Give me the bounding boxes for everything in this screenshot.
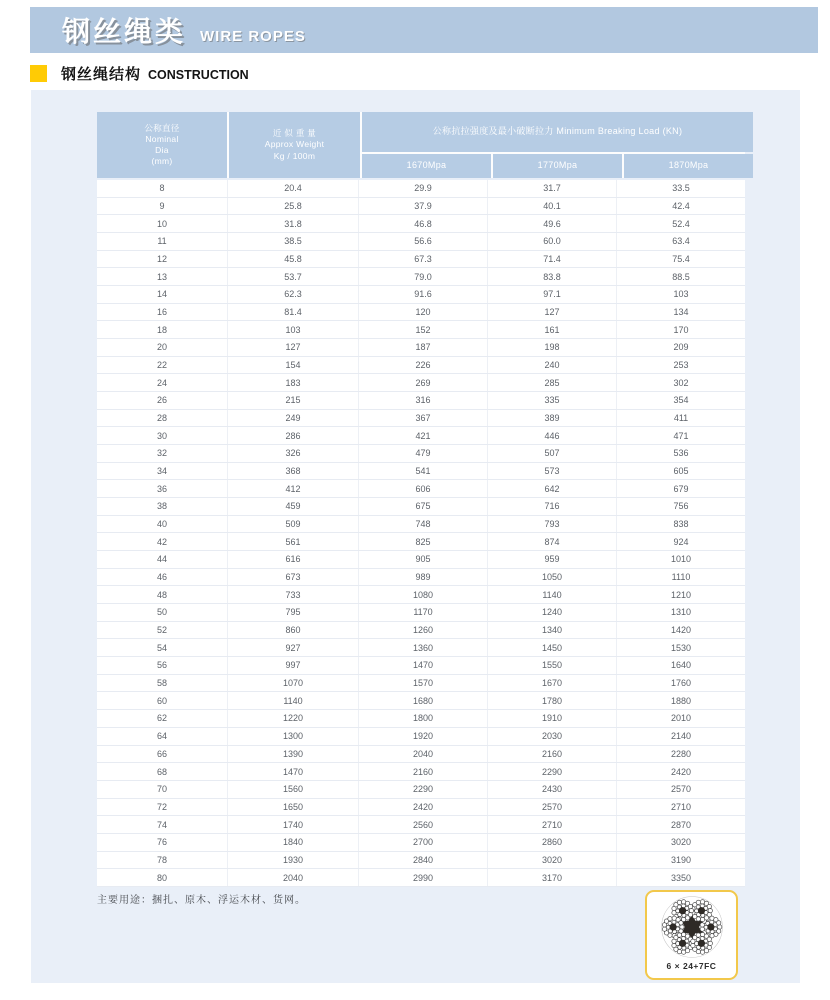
table-cell: 838 (616, 516, 745, 533)
table-cell: 2040 (358, 746, 487, 763)
header-grade-1670: 1670Mpa (362, 154, 491, 178)
table-cell: 63.4 (616, 233, 745, 250)
table-row (97, 551, 745, 569)
table-cell: 2040 (227, 869, 358, 886)
table-cell: 354 (616, 392, 745, 409)
table-cell: 412 (227, 480, 358, 497)
table-cell: 74 (156, 819, 167, 830)
header-approx-weight (229, 112, 360, 178)
table-cell: 2840 (358, 852, 487, 869)
table-cell: 80 (156, 872, 167, 883)
header-grade-1870: 1870Mpa (624, 154, 753, 178)
table-cell: 616 (227, 551, 358, 568)
section-title-en: CONSTRUCTION (148, 67, 249, 82)
table-row (97, 357, 745, 375)
header-line: Kg / 100m (273, 150, 316, 161)
table-cell: 56.6 (358, 233, 487, 250)
table-row (97, 463, 745, 481)
table-body (97, 180, 745, 887)
table-cell: 97.1 (487, 286, 616, 303)
table-cell: 509 (227, 516, 358, 533)
table-cell: 14 (156, 289, 167, 300)
table-cell: 675 (358, 498, 487, 515)
table-cell: 42 (156, 536, 167, 547)
table-row (97, 410, 745, 428)
table-cell: 269 (358, 374, 487, 391)
table-row (97, 622, 745, 640)
table-cell: 2570 (616, 781, 745, 798)
table-cell: 16 (156, 307, 167, 318)
table-cell: 825 (358, 533, 487, 550)
rope-cross-section-icon (660, 895, 724, 959)
table-row (97, 516, 745, 534)
table-cell: 1920 (358, 728, 487, 745)
table-cell: 134 (616, 304, 745, 321)
table-cell: 49.6 (487, 215, 616, 232)
table-cell: 989 (358, 569, 487, 586)
table-cell: 2010 (616, 710, 745, 727)
spec-table (97, 112, 745, 887)
table-cell: 36 (156, 483, 167, 494)
table-cell: 1010 (616, 551, 745, 568)
table-cell: 2870 (616, 816, 745, 833)
table-cell: 48 (156, 589, 167, 600)
table-row (97, 639, 745, 657)
table-cell: 1260 (358, 622, 487, 639)
table-cell: 226 (358, 357, 487, 374)
table-row (97, 763, 745, 781)
table-row (97, 251, 745, 269)
table-cell: 1340 (487, 622, 616, 639)
table-cell: 11 (157, 236, 167, 247)
table-cell: 88.5 (616, 268, 745, 285)
table-cell: 2430 (487, 781, 616, 798)
table-cell: 874 (487, 533, 616, 550)
table-row (97, 339, 745, 357)
table-cell: 91.6 (358, 286, 487, 303)
table-cell: 71.4 (487, 251, 616, 268)
table-cell: 2420 (358, 799, 487, 816)
table-cell: 3020 (616, 834, 745, 851)
table-cell: 860 (227, 622, 358, 639)
table-cell: 30 (156, 430, 167, 441)
table-cell: 1910 (487, 710, 616, 727)
table-cell: 38.5 (227, 233, 358, 250)
table-cell: 75.4 (616, 251, 745, 268)
table-cell: 187 (358, 339, 487, 356)
table-cell: 2700 (358, 834, 487, 851)
table-cell: 72 (156, 801, 167, 812)
table-cell: 507 (487, 445, 616, 462)
table-cell: 1300 (227, 728, 358, 745)
table-cell: 1210 (616, 586, 745, 603)
header-line: 近 似 重 量 (272, 128, 317, 139)
table-cell: 642 (487, 480, 616, 497)
table-cell: 2030 (487, 728, 616, 745)
table-cell: 38 (156, 501, 167, 512)
table-cell: 2560 (358, 816, 487, 833)
table-cell: 1560 (227, 781, 358, 798)
table-row (97, 816, 745, 834)
header-line: Approx Weight (264, 139, 325, 150)
table-cell: 20 (156, 342, 167, 353)
table-cell: 905 (358, 551, 487, 568)
header-grade-1770: 1770Mpa (493, 154, 622, 178)
table-cell: 1140 (227, 692, 358, 709)
table-cell: 679 (616, 480, 745, 497)
table-cell: 459 (227, 498, 358, 515)
table-cell: 76 (156, 837, 167, 848)
header-nominal-dia (97, 112, 227, 178)
table-cell: 20.4 (227, 180, 358, 197)
table-cell: 52.4 (616, 215, 745, 232)
table-cell: 285 (487, 374, 616, 391)
table-cell: 3020 (487, 852, 616, 869)
table-row (97, 304, 745, 322)
table-cell: 673 (227, 569, 358, 586)
table-row (97, 233, 745, 251)
table-cell: 605 (616, 463, 745, 480)
table-cell: 1080 (358, 586, 487, 603)
table-row (97, 498, 745, 516)
table-cell: 756 (616, 498, 745, 515)
header-line: Nominal (145, 133, 179, 144)
table-cell: 37.9 (358, 198, 487, 215)
table-cell: 9 (159, 201, 165, 211)
table-cell: 60.0 (487, 233, 616, 250)
table-cell: 198 (487, 339, 616, 356)
table-cell: 748 (358, 516, 487, 533)
table-row (97, 480, 745, 498)
table-cell: 2160 (487, 746, 616, 763)
table-cell: 795 (227, 604, 358, 621)
table-cell: 1220 (227, 710, 358, 727)
table-cell: 183 (227, 374, 358, 391)
table-cell: 1170 (358, 604, 487, 621)
page-banner (30, 7, 818, 53)
table-row (97, 675, 745, 693)
construction-badge (645, 890, 738, 980)
table-cell: 1360 (358, 639, 487, 656)
table-cell: 302 (616, 374, 745, 391)
table-cell: 10 (156, 218, 167, 229)
table-cell: 1640 (616, 657, 745, 674)
table-cell: 170 (616, 321, 745, 338)
table-row (97, 374, 745, 392)
table-cell: 44 (156, 554, 167, 565)
table-cell: 924 (616, 533, 745, 550)
table-cell: 2860 (487, 834, 616, 851)
table-cell: 2140 (616, 728, 745, 745)
table-cell: 161 (487, 321, 616, 338)
table-cell: 411 (616, 410, 745, 427)
table-row (97, 834, 745, 852)
table-cell: 3350 (616, 869, 745, 886)
table-cell: 1310 (616, 604, 745, 621)
table-cell: 60 (156, 695, 167, 706)
table-cell: 2290 (358, 781, 487, 798)
table-cell: 1240 (487, 604, 616, 621)
header-line: (mm) (151, 156, 173, 167)
table-row (97, 852, 745, 870)
table-cell: 2570 (487, 799, 616, 816)
table-cell: 42.4 (616, 198, 745, 215)
table-cell: 67.3 (358, 251, 487, 268)
yellow-bullet-icon (30, 65, 47, 82)
table-cell: 26 (156, 395, 167, 406)
table-cell: 127 (487, 304, 616, 321)
table-row (97, 427, 745, 445)
table-cell: 606 (358, 480, 487, 497)
table-cell: 31.8 (227, 215, 358, 232)
table-cell: 1550 (487, 657, 616, 674)
table-cell: 1800 (358, 710, 487, 727)
usage-note: 主要用途：捆扎、原木、浮运木材、货网。 (97, 895, 306, 906)
table-cell: 103 (616, 286, 745, 303)
table-cell: 471 (616, 427, 745, 444)
table-row (97, 746, 745, 764)
table-cell: 927 (227, 639, 358, 656)
table-cell: 1470 (358, 657, 487, 674)
table-cell: 1880 (616, 692, 745, 709)
table-cell: 446 (487, 427, 616, 444)
table-cell: 326 (227, 445, 358, 462)
table-row (97, 392, 745, 410)
table-cell: 28 (156, 413, 167, 424)
table-cell: 33.5 (616, 180, 745, 197)
table-cell: 45.8 (227, 251, 358, 268)
table-cell: 50 (156, 607, 167, 618)
table-cell: 2710 (616, 799, 745, 816)
table-cell: 959 (487, 551, 616, 568)
table-cell: 34 (156, 466, 167, 477)
header-line: 公称直径 (144, 122, 180, 133)
table-cell: 1780 (487, 692, 616, 709)
table-row (97, 781, 745, 799)
table-row (97, 799, 745, 817)
table-cell: 127 (227, 339, 358, 356)
table-cell: 716 (487, 498, 616, 515)
table-cell: 1670 (487, 675, 616, 692)
table-cell: 103 (227, 321, 358, 338)
table-cell: 62.3 (227, 286, 358, 303)
section-heading (30, 63, 249, 84)
table-cell: 479 (358, 445, 487, 462)
table-cell: 64 (156, 731, 167, 742)
table-cell: 79.0 (358, 268, 487, 285)
table-row (97, 321, 745, 339)
table-cell: 1840 (227, 834, 358, 851)
table-cell: 215 (227, 392, 358, 409)
table-cell: 25.8 (227, 198, 358, 215)
table-cell: 154 (227, 357, 358, 374)
table-row (97, 710, 745, 728)
table-cell: 240 (487, 357, 616, 374)
table-cell: 1570 (358, 675, 487, 692)
table-cell: 793 (487, 516, 616, 533)
table-cell: 367 (358, 410, 487, 427)
table-cell: 31.7 (487, 180, 616, 197)
table-cell: 541 (358, 463, 487, 480)
table-cell: 335 (487, 392, 616, 409)
table-cell: 2990 (358, 869, 487, 886)
table-cell: 733 (227, 586, 358, 603)
table-cell: 152 (358, 321, 487, 338)
table-cell: 24 (156, 377, 167, 388)
table-cell: 46.8 (358, 215, 487, 232)
table-cell: 81.4 (227, 304, 358, 321)
table-cell: 2160 (358, 763, 487, 780)
table-cell: 12 (156, 254, 167, 265)
page-title-en: WIRE ROPES (200, 27, 306, 45)
table-cell: 40 (156, 519, 167, 530)
header-breaking-load-group: 公称抗拉强度及最小破断拉力 Minimum Breaking Load (KN) (362, 112, 753, 152)
table-cell: 32 (156, 448, 167, 459)
table-row (97, 692, 745, 710)
table-row (97, 869, 745, 887)
content-panel (31, 90, 800, 983)
construction-badge-label: 6 × 24+7FC (666, 961, 717, 971)
table-cell: 3170 (487, 869, 616, 886)
table-cell: 68 (156, 766, 167, 777)
table-row (97, 268, 745, 286)
table-cell: 2420 (616, 763, 745, 780)
table-cell: 1930 (227, 852, 358, 869)
table-cell: 18 (156, 324, 167, 335)
table-cell: 368 (227, 463, 358, 480)
table-cell: 1450 (487, 639, 616, 656)
page-title-zh: 钢丝绳类 (62, 16, 187, 47)
table-row (97, 445, 745, 463)
table-cell: 13 (156, 271, 167, 282)
table-row (97, 286, 745, 304)
table-row (97, 586, 745, 604)
table-cell: 1650 (227, 799, 358, 816)
table-cell: 253 (616, 357, 745, 374)
table-cell: 389 (487, 410, 616, 427)
table-cell: 316 (358, 392, 487, 409)
table-cell: 46 (156, 572, 167, 583)
table-cell: 1530 (616, 639, 745, 656)
table-cell: 536 (616, 445, 745, 462)
table-row (97, 198, 745, 216)
table-cell: 1470 (227, 763, 358, 780)
header-line: Dia (155, 145, 169, 155)
table-cell: 1070 (227, 675, 358, 692)
table-row (97, 569, 745, 587)
table-cell: 286 (227, 427, 358, 444)
table-cell: 573 (487, 463, 616, 480)
table-row (97, 728, 745, 746)
table-cell: 1050 (487, 569, 616, 586)
table-cell: 1390 (227, 746, 358, 763)
table-cell: 1740 (227, 816, 358, 833)
table-row (97, 604, 745, 622)
table-row (97, 215, 745, 233)
table-cell: 2710 (487, 816, 616, 833)
table-cell: 56 (156, 660, 167, 671)
table-row (97, 533, 745, 551)
table-cell: 52 (156, 625, 167, 636)
table-cell: 62 (156, 713, 167, 724)
table-cell: 3190 (616, 852, 745, 869)
table-cell: 53.7 (227, 268, 358, 285)
table-cell: 2280 (616, 746, 745, 763)
table-cell: 1140 (487, 586, 616, 603)
table-cell: 66 (156, 748, 167, 759)
table-cell: 1420 (616, 622, 745, 639)
table-cell: 29.9 (358, 180, 487, 197)
table-cell: 78 (156, 854, 167, 865)
table-cell: 249 (227, 410, 358, 427)
table-cell: 58 (156, 678, 167, 689)
table-cell: 209 (616, 339, 745, 356)
table-cell: 120 (358, 304, 487, 321)
table-cell: 997 (227, 657, 358, 674)
table-cell: 2290 (487, 763, 616, 780)
table-cell: 54 (156, 642, 167, 653)
table-row (97, 180, 745, 198)
table-cell: 561 (227, 533, 358, 550)
table-cell: 1110 (616, 569, 745, 586)
table-row (97, 657, 745, 675)
table-cell: 83.8 (487, 268, 616, 285)
table-cell: 1680 (358, 692, 487, 709)
table-cell: 421 (358, 427, 487, 444)
table-cell: 70 (156, 784, 167, 795)
table-cell: 22 (156, 360, 167, 371)
table-cell: 1760 (616, 675, 745, 692)
table-header (97, 112, 745, 178)
table-cell: 8 (159, 183, 165, 194)
table-cell: 40.1 (487, 198, 616, 215)
section-title-zh: 钢丝绳结构 (61, 66, 142, 83)
